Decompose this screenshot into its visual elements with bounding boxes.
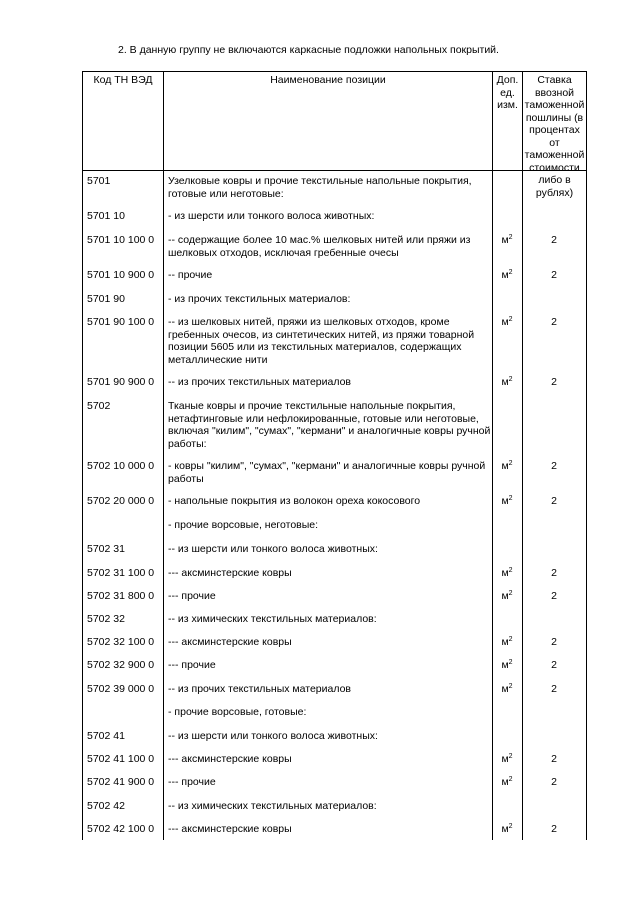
header-unit: Доп. ед. изм. (496, 74, 519, 111)
row-code: 5702 41 100 0 (87, 753, 155, 765)
row-name: -- из прочих текстильных материалов (168, 376, 351, 388)
table-border-right (586, 71, 587, 840)
row-code: 5702 31 100 0 (87, 567, 155, 579)
row-code: 5702 (87, 400, 111, 412)
row-rate: 2 (551, 495, 557, 507)
row-code: 5701 10 (87, 210, 125, 222)
row-name: --- прочие (168, 590, 216, 602)
row-unit: $м^2$ (501, 823, 513, 835)
row-name: -- из шерсти или тонкого волоса животных: (168, 543, 378, 555)
row-rate: 2 (551, 376, 557, 388)
row-code: 5702 39 000 0 (87, 683, 155, 695)
header-code: Код ТН ВЭД (93, 74, 153, 86)
row-unit: $м^2$ (501, 269, 513, 281)
row-name: -- из шелковых нитей, пряжи из шелковых отходов, кроме гребенных очесов, из синтетических нитей, из пряжи товарной позиции 5605 или из текстильных материалов, содержащих металлические нити (168, 316, 475, 366)
table-border-left (82, 71, 83, 840)
row-name: Тканые ковры и прочие текстильные напольные покрытия, нетафтинговые или нефлокированные, готовые или неготовые, включая "килим", "сумах", "кермани" и аналогичные ковры ручной работы: (168, 400, 491, 450)
row-rate: 2 (551, 683, 557, 695)
row-unit: $м^2$ (501, 567, 513, 579)
row-unit: $м^2$ (501, 495, 513, 507)
row-unit: $м^2$ (501, 636, 513, 648)
row-code: 5701 90 900 0 (87, 376, 155, 388)
row-name: -- из химических текстильных материалов: (168, 613, 377, 625)
table-border-unit (522, 71, 523, 840)
header-rate: Ставка ввозной таможенной пошлины (в процентах от таможенной стоимости либо в рублях) (524, 74, 585, 199)
row-code: 5702 31 800 0 (87, 590, 155, 602)
row-name: - прочие ворсовые, неготовые: (168, 519, 319, 531)
row-rate: 2 (551, 753, 557, 765)
row-name: - напольные покрытия из волокон ореха кокосового (168, 495, 421, 507)
row-code: 5702 20 000 0 (87, 495, 155, 507)
row-name: -- из шерсти или тонкого волоса животных: (168, 730, 378, 742)
row-unit: $м^2$ (501, 376, 513, 388)
row-name: --- аксминстерские ковры (168, 636, 292, 648)
row-rate: 2 (551, 636, 557, 648)
row-unit: $м^2$ (501, 683, 513, 695)
row-code: 5701 90 (87, 293, 125, 305)
row-name: -- из прочих текстильных материалов (168, 683, 351, 695)
table-border-header (82, 170, 586, 171)
row-name: - из шерсти или тонкого волоса животных: (168, 210, 375, 222)
row-code: 5702 32 (87, 613, 125, 625)
row-code: 5702 31 (87, 543, 125, 555)
row-code: 5702 32 100 0 (87, 636, 155, 648)
row-unit: $м^2$ (501, 776, 513, 788)
group-note: 2. В данную группу не включаются каркасные подложки напольных покрытий. (118, 44, 499, 56)
row-unit: $м^2$ (501, 316, 513, 328)
row-unit: $м^2$ (501, 659, 513, 671)
row-unit: $м^2$ (501, 460, 513, 472)
row-unit: $м^2$ (501, 590, 513, 602)
row-rate: 2 (551, 269, 557, 281)
row-name: -- прочие (168, 269, 213, 281)
row-rate: 2 (551, 776, 557, 788)
header-name: Наименование позиции (270, 74, 386, 86)
row-rate: 2 (551, 590, 557, 602)
row-name: - ковры "килим", "сумах", "кермани" и аналогичные ковры ручной работы (168, 460, 486, 485)
row-unit: $м^2$ (501, 234, 513, 246)
row-name: --- аксминстерские ковры (168, 823, 292, 835)
table-border-top (82, 71, 586, 72)
row-code: 5702 10 000 0 (87, 460, 155, 472)
row-code: 5702 41 (87, 730, 125, 742)
row-name: -- содержащие более 10 мас.% шелковых нитей или пряжи из шелковых отходов, исключая гребенные очесы (168, 234, 471, 259)
row-name: --- аксминстерские ковры (168, 753, 292, 765)
row-rate: 2 (551, 567, 557, 579)
row-name: - из прочих текстильных материалов: (168, 293, 351, 305)
row-name: -- из химических текстильных материалов: (168, 800, 377, 812)
row-code: 5702 41 900 0 (87, 776, 155, 788)
row-name: Узелковые ковры и прочие текстильные напольные покрытия, готовые или неготовые: (168, 175, 472, 200)
row-code: 5702 32 900 0 (87, 659, 155, 671)
row-code: 5702 42 (87, 800, 125, 812)
row-code: 5701 (87, 175, 111, 187)
table-border-code (163, 71, 164, 840)
row-rate: 2 (551, 316, 557, 328)
table-border-name (492, 71, 493, 840)
row-name: - прочие ворсовые, готовые: (168, 706, 307, 718)
row-code: 5701 10 900 0 (87, 269, 155, 281)
row-name: --- аксминстерские ковры (168, 567, 292, 579)
row-name: --- прочие (168, 776, 216, 788)
row-rate: 2 (551, 659, 557, 671)
row-rate: 2 (551, 234, 557, 246)
row-name: --- прочие (168, 659, 216, 671)
row-code: 5701 90 100 0 (87, 316, 155, 328)
row-rate: 2 (551, 460, 557, 472)
row-code: 5701 10 100 0 (87, 234, 155, 246)
row-unit: $м^2$ (501, 753, 513, 765)
row-code: 5702 42 100 0 (87, 823, 155, 835)
row-rate: 2 (551, 823, 557, 835)
